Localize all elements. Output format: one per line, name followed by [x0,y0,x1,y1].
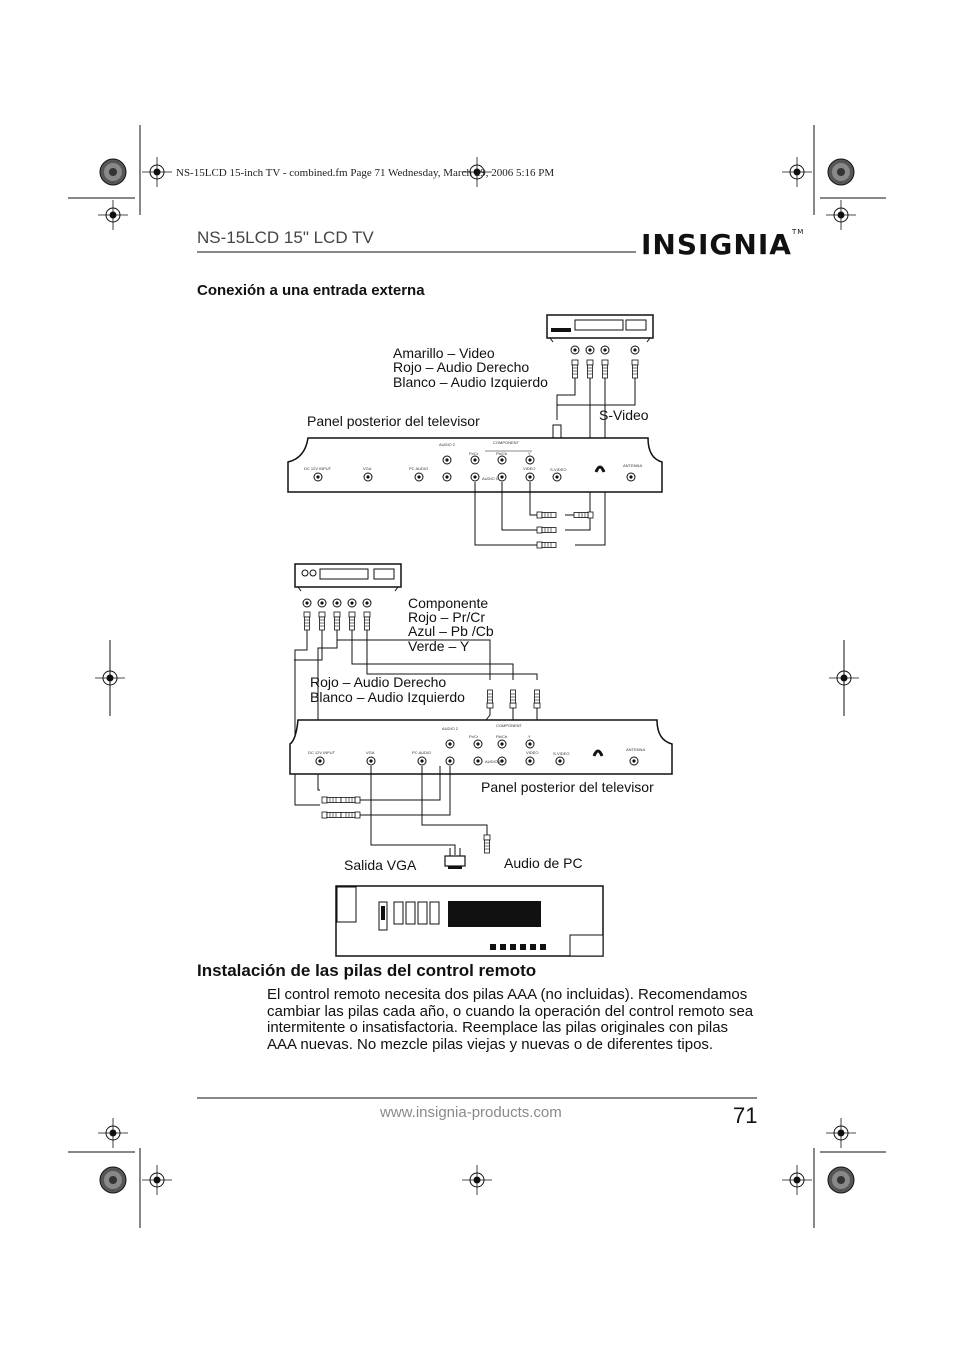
port-label: PC AUDIO [409,466,429,471]
port-label: PC AUDIO [412,750,432,755]
port-label: ANTENNA [623,463,643,468]
section-title-batteries: Instalación de las pilas del control remoto [197,961,537,980]
diagram2-label-audio-right: Rojo – Audio Derecho [310,674,447,690]
port-label: S-VIDEO [550,467,567,472]
port-label: S-VIDEO [553,751,570,756]
diagram1-label-svideo: S-Video [599,407,649,423]
registration-star-icon [828,1167,854,1193]
diagram1-label-video: Amarillo – Video [393,345,495,361]
registration-mark-icon [826,1118,856,1148]
registration-mark-icon [782,1165,812,1195]
diagram1-panel-label: Panel posterior del televisor [307,413,480,429]
port-label: Y [528,451,531,456]
registration-mark-icon [829,663,859,693]
diagram2-panel-label: Panel posterior del televisor [481,779,654,795]
port-label: AUDIO 2 [442,726,459,731]
pc-back-panel [336,886,603,956]
diagram2-label-pr: Rojo – Pr/Cr [408,609,486,625]
port-label: VIDEO [526,750,539,755]
registration-mark-icon [826,200,856,230]
port-label: VIDEO [523,466,536,471]
brand-tm: TM [791,228,805,236]
port-label: Pr/Cr [469,734,479,739]
registration-mark-icon [95,663,125,693]
registration-star-icon [828,159,854,185]
port-label: COMPONENT [493,440,519,445]
brand-logo [641,228,804,261]
registration-star-icon [100,159,126,185]
port-label: VGA [366,750,375,755]
file-info-header: NS-15LCD 15-inch TV - combined.fm Page 71 Wednesday, March 29, 2006 5:16 PM [176,167,555,179]
vcr-device-icon [547,315,653,342]
port-label: AUDIO 2 [439,442,456,447]
page-number: 71 [733,1103,758,1128]
port-label: DC 12V INPUT [304,466,332,471]
diagram2-label-component: Componente [408,595,489,611]
diagram1-label-audio-right: Rojo – Audio Derecho [393,359,530,375]
registration-mark-icon [98,1118,128,1148]
registration-mark-icon [142,157,172,187]
crop-marks [68,125,886,1228]
port-label: VGA [363,466,372,471]
diagram2-label-pb: Azul – Pb /Cb [408,623,494,639]
registration-mark-icon [98,200,128,230]
port-label: DC 12V INPUT [308,750,336,755]
port-label: Pr/Cr [469,451,479,456]
port-label: COMPONENT [496,723,522,728]
port-label: Y [528,734,531,739]
diagram2-vga-label: Salida VGA [344,857,417,873]
port-label: AUDIO 1 [482,476,499,481]
diagram1-label-audio-left: Blanco – Audio Izquierdo [393,374,548,390]
port-label: AUDIO 1 [485,759,502,764]
batteries-body-text: El control remoto necesita dos pilas AAA (no incluidas). Recomendamos cambiar las pilas cada año, o cuando la operación del control remoto sea intermitente o insatisfactoria. Reemplace las pilas originales con pilas AAA nuevas. No mezcle pilas viejas y nuevas o de diferentes tipos. [267,986,754,1053]
registration-mark-icon [142,1165,172,1195]
dvd-device-icon [295,564,401,591]
section-title-external-input: Conexión a una entrada externa [197,282,425,299]
registration-mark-icon [462,1165,492,1195]
model-title: NS-15LCD 15" LCD TV [197,228,374,247]
registration-mark-icon [782,157,812,187]
port-label: Pb/Cb [496,451,508,456]
port-label: Pb/Cb [496,734,508,739]
registration-star-icon [100,1167,126,1193]
port-label: ANTENNA [626,747,646,752]
footer-url: www.insignia-products.com [380,1104,562,1121]
diagram2-pc-audio-label: Audio de PC [504,855,583,871]
diagram2-label-y: Verde – Y [408,638,470,654]
brand-logo-text: INSIGNIA [641,228,792,261]
diagram2-label-audio-left: Blanco – Audio Izquierdo [310,689,465,705]
